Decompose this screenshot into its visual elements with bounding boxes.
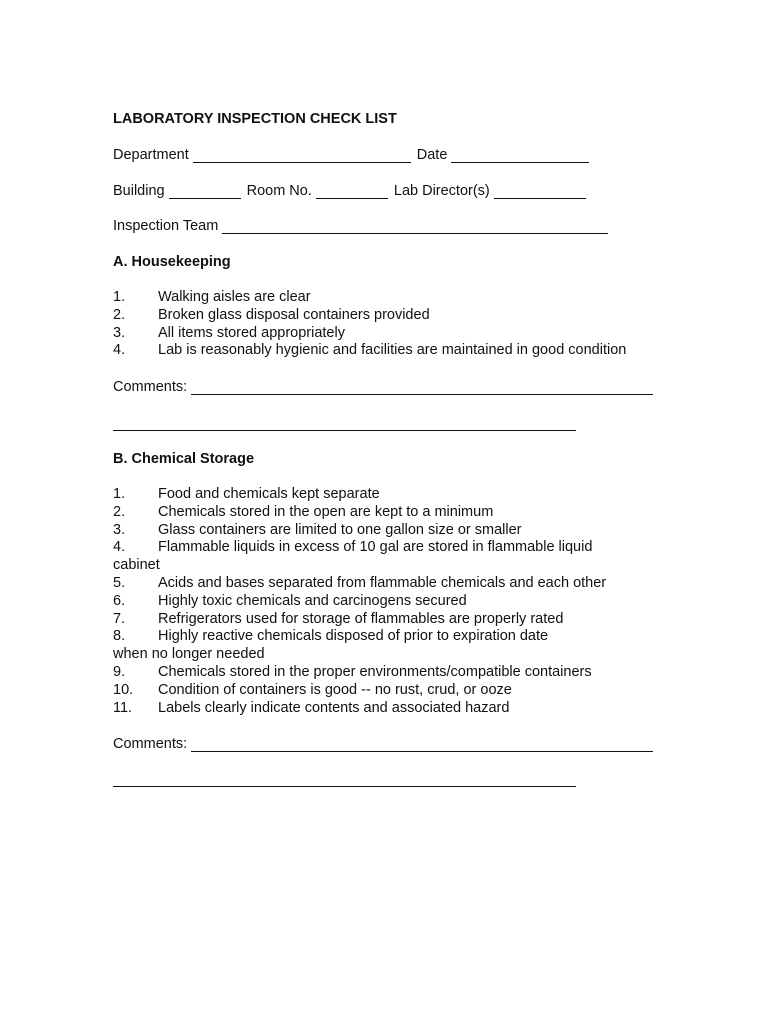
item-number: 8. — [113, 628, 126, 645]
list-item — [113, 325, 626, 343]
department-label: Department — [113, 147, 189, 163]
section-b-comments-row — [113, 736, 659, 752]
list-item — [113, 307, 626, 325]
section-a-list — [113, 289, 626, 360]
department-date-row — [113, 147, 595, 163]
room-no-field[interactable] — [316, 184, 388, 199]
item-number: 5. — [113, 574, 126, 591]
section-a-comments-field[interactable] — [191, 380, 653, 395]
item-text: Walking aisles are clear — [158, 289, 311, 305]
section-b-comments-field[interactable] — [191, 737, 653, 752]
building-field[interactable] — [169, 184, 241, 199]
section-a-title: A. Housekeeping — [113, 254, 231, 270]
item-number: 7. — [113, 610, 126, 627]
item-number: 1. — [113, 486, 126, 502]
item-text: Broken glass disposal containers provided — [158, 306, 430, 323]
list-item — [113, 682, 606, 700]
page-title: LABORATORY INSPECTION CHECK LIST — [113, 111, 397, 127]
list-item — [113, 289, 626, 307]
item-text: Labels clearly indicate contents and associated hazard — [158, 699, 510, 716]
section-a-comments-line[interactable] — [113, 430, 576, 431]
item-number: 2. — [113, 503, 126, 520]
item-number: 4. — [113, 539, 126, 556]
item-text: Chemicals stored in the open are kept to a minimum — [158, 503, 494, 520]
item-number: 3. — [113, 324, 126, 341]
item-number: 6. — [113, 592, 126, 609]
room-no-label: Room No. — [246, 183, 312, 199]
list-item-continuation: cabinet — [113, 557, 160, 574]
date-label: Date — [416, 147, 448, 163]
section-b-title: B. Chemical Storage — [113, 451, 255, 467]
inspection-team-field[interactable] — [222, 219, 608, 234]
item-number: 4. — [113, 342, 126, 359]
item-number: 10. — [113, 681, 134, 698]
list-item — [113, 628, 606, 646]
list-item — [113, 539, 606, 557]
item-text: Acids and bases separated from flammable chemicals and each other — [158, 574, 607, 591]
section-b-comments-line[interactable] — [113, 786, 576, 787]
section-a-comments-row — [113, 379, 659, 395]
list-item — [113, 522, 606, 540]
item-number: 1. — [113, 289, 126, 305]
list-item — [113, 700, 606, 718]
item-number: 3. — [113, 521, 126, 538]
lab-directors-label: Lab Director(s) — [393, 183, 490, 199]
item-text: Refrigerators used for storage of flammables are properly rated — [158, 610, 564, 627]
item-text: Food and chemicals kept separate — [158, 486, 380, 502]
item-text: All items stored appropriately — [158, 324, 345, 341]
list-item — [113, 486, 606, 504]
list-item — [113, 593, 606, 611]
list-item — [113, 342, 626, 360]
item-number: 9. — [113, 663, 126, 680]
item-number: 2. — [113, 306, 126, 323]
item-text: Lab is reasonably hygienic and facilities are maintained in good condition — [158, 342, 627, 359]
item-text: Condition of containers is good -- no rust, crud, or ooze — [158, 681, 512, 698]
building-label: Building — [113, 183, 165, 199]
item-text: Glass containers are limited to one gallon size or smaller — [158, 521, 522, 538]
list-item-continuation: when no longer needed — [113, 646, 265, 663]
item-text: Chemicals stored in the proper environments/compatible containers — [158, 663, 592, 680]
list-item — [113, 504, 606, 522]
inspection-team-label: Inspection Team — [113, 218, 219, 234]
building-room-row — [113, 183, 592, 199]
lab-directors-field[interactable] — [494, 184, 586, 199]
inspection-team-row — [113, 218, 614, 234]
section-b-list — [113, 486, 606, 717]
comments-label: Comments: — [113, 379, 188, 395]
date-field[interactable] — [451, 148, 589, 163]
list-item — [113, 664, 606, 682]
department-field[interactable] — [193, 148, 411, 163]
item-number: 11. — [113, 699, 133, 716]
list-item — [113, 575, 606, 593]
comments-label: Comments: — [113, 736, 188, 752]
item-text: Flammable liquids in excess of 10 gal are stored in flammable liquid — [158, 539, 593, 556]
list-item — [113, 611, 606, 629]
item-text: Highly toxic chemicals and carcinogens secured — [158, 592, 467, 609]
item-text: Highly reactive chemicals disposed of prior to expiration date — [158, 628, 549, 645]
